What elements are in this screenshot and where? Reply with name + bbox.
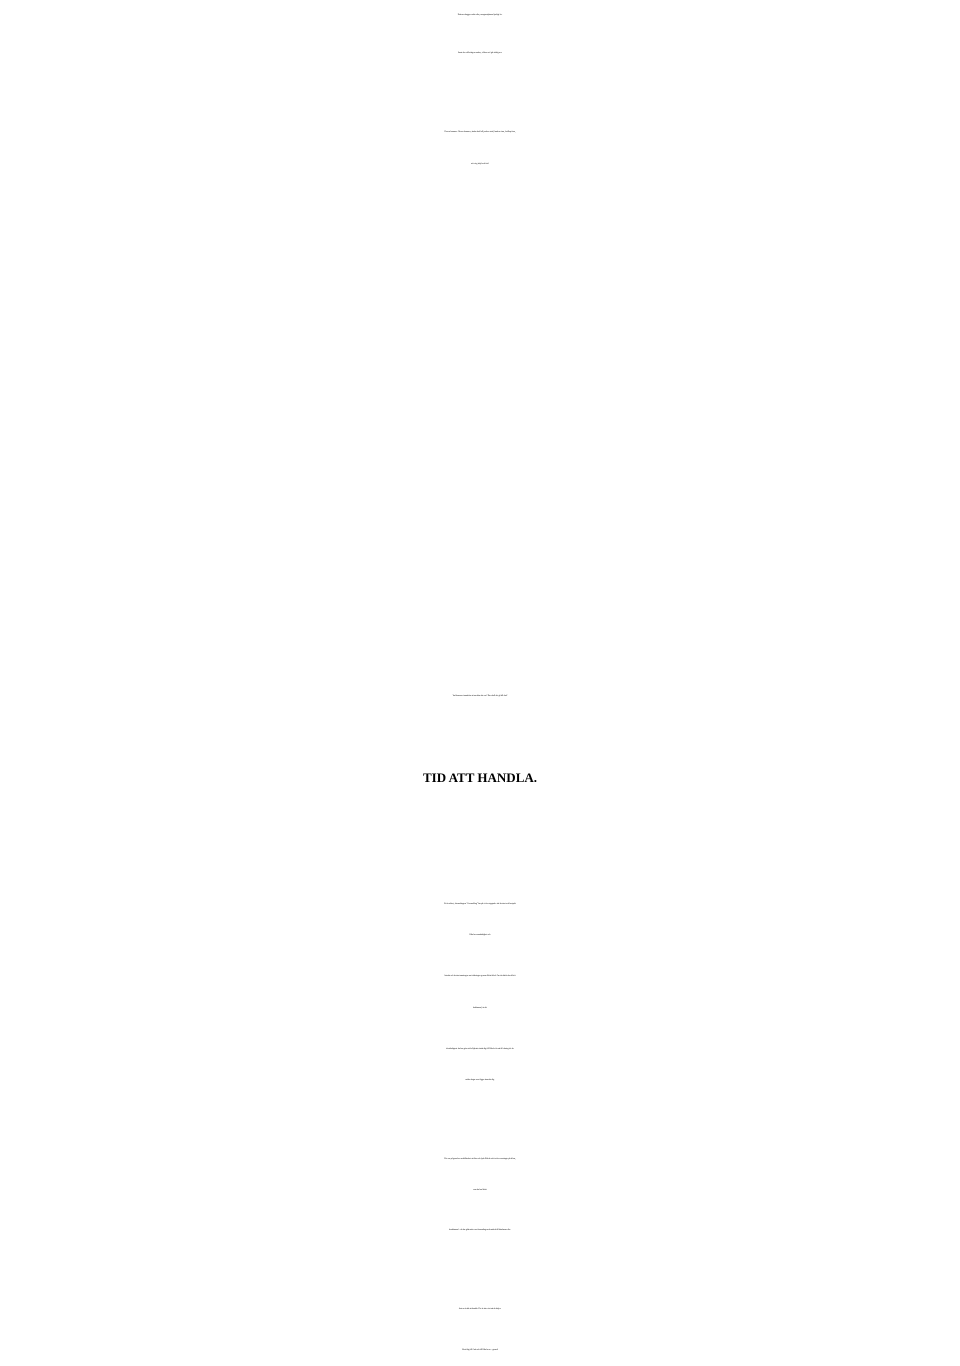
paragraph-line-9: Bibelns sannfärdighet och: [469, 934, 491, 936]
paragraph-line-11: karlämnad, är det: [473, 1007, 487, 1009]
paragraph-line-10: hävdat och bevisat sanningen om frälsningen genom Kristi blod. Om du därför har blivit: [444, 975, 516, 977]
paragraph-line-18: Vänd dig till Gud och till Bibeln nu – genast!: [461, 1349, 499, 1351]
poem-line-2: Snart den sälla dagen randas, vilkens sol går aldrig ner.: [457, 52, 503, 54]
paragraph-line-17: Just nu är tid att handla. Det är inte värt att du dröjer.: [458, 1308, 502, 1310]
paragraph-line-1: [0, 457, 960, 487]
poem-line-3: Herren kommer. Herren kommer, ändas skall all jordens strid, bruden siras, bröllop firas,: [444, 131, 516, 133]
paragraph-line-4: [0, 610, 960, 640]
paragraph-line-5: [0, 641, 960, 671]
poem-line-5: [0, 228, 960, 258]
paragraph-line-15: som du har blivit: [473, 1189, 487, 1191]
paragraph-line-13: mörka dagar som ligger framför dig.: [465, 1079, 495, 1081]
paragraph-line-6: Vad kommer framtiden at innebära för oss? Hur skall det gå till slut?: [452, 695, 508, 697]
section-heading: TID ATT HANDLA.: [422, 770, 538, 785]
poem-line-6: [0, 260, 960, 290]
paragraph-line-8: Ett är säkert, församlingens ”förvandling” har på ett övertygande sätt bevisat och bestyrkt: [444, 903, 516, 905]
paragraph-line-12: förståndigaste du kan göra att helhjärtat vända dig till Bibeln för att få ledning för de: [446, 1048, 514, 1050]
paragraph-line-3: [0, 530, 960, 560]
poem-line-8: [0, 379, 960, 409]
paragraph-line-16: kvarlämnad – du har gått miste om församlingens hemfärd till himlarnas rike.: [448, 1229, 512, 1231]
poem-line-1: Nattens skuggor sakta vika, morgonstjärnan ljuvligt ler.: [457, 14, 503, 16]
paragraph-line-14: Det var på grund av uraktlåtenhet att läsa och lyda Bibeln och ta dess varningar på allvar,: [444, 1158, 516, 1160]
paragraph-line-7: [0, 844, 960, 874]
poem-line-7: [0, 339, 960, 369]
poem-line-4: uti evig fröjd och frid.: [471, 163, 489, 165]
paragraph-line-2: [0, 489, 960, 519]
